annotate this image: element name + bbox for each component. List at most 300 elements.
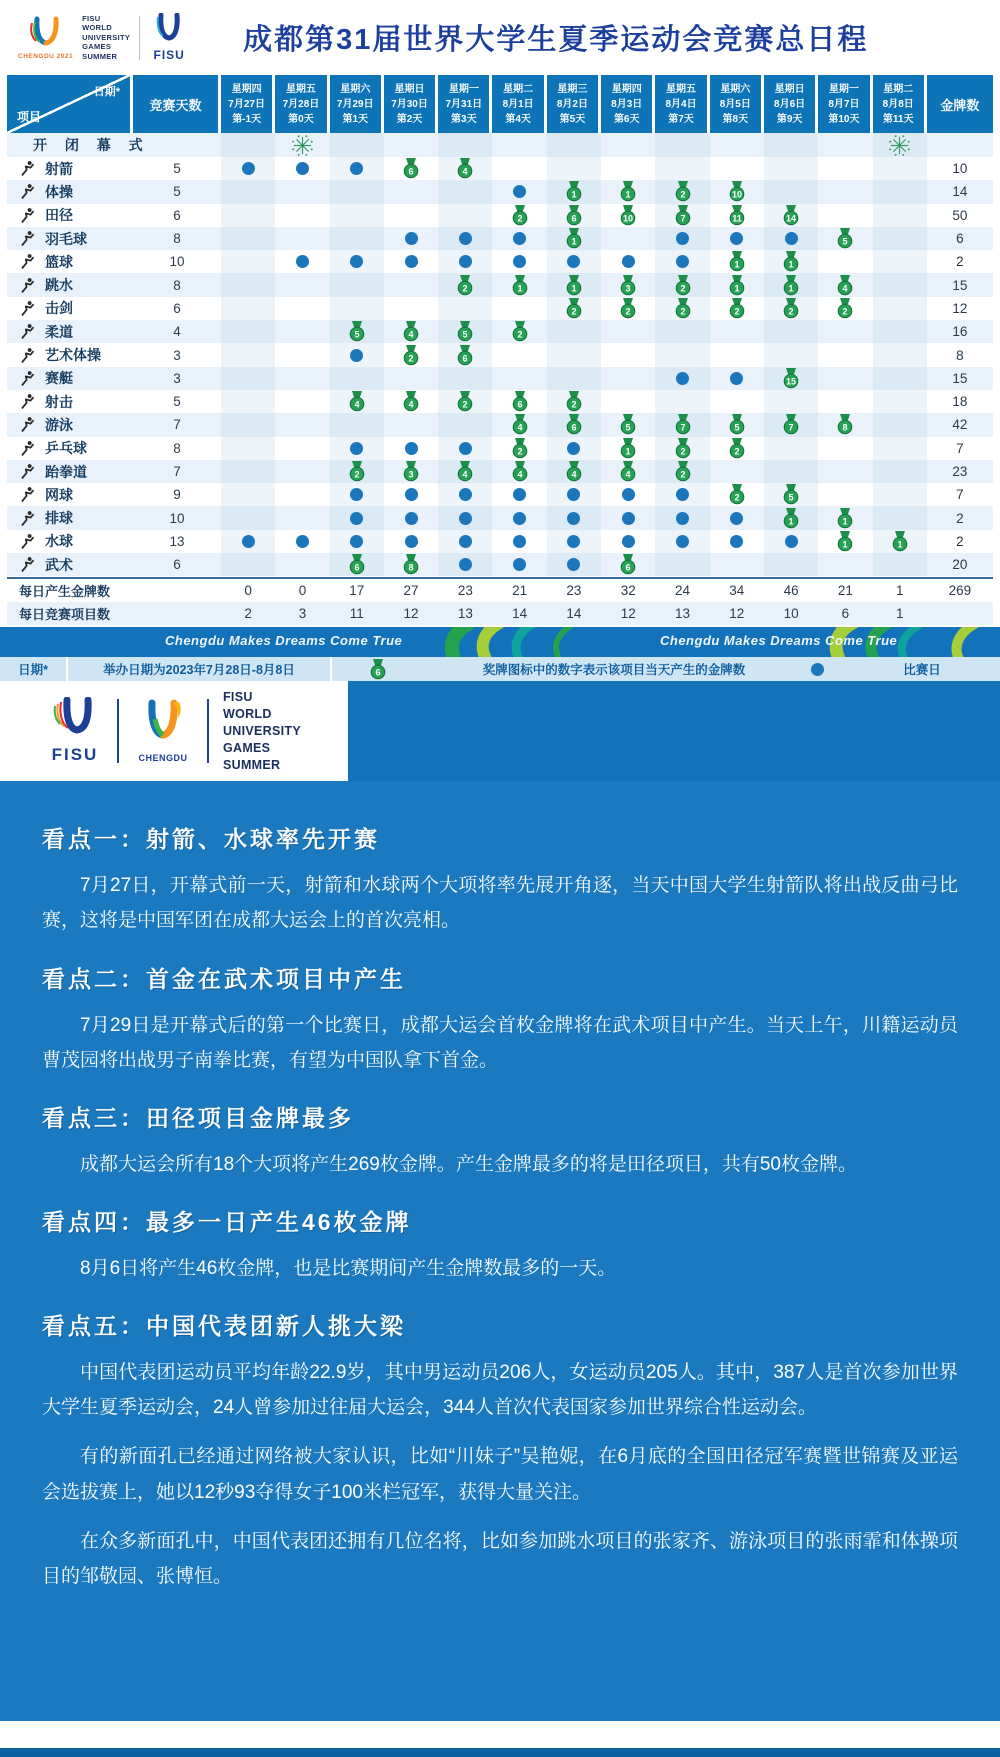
footer-fisu-text-block [223,689,301,773]
schedule-cell [221,506,275,529]
sport-label-basketball [7,250,133,273]
schedule-cell [330,297,384,320]
gold-medal-icon [566,298,582,319]
schedule-cell [601,250,655,273]
sport-label-swimming [7,413,133,436]
competition-days-cell: 9 [173,487,181,503]
svg-text:5: 5 [788,492,794,503]
schedule-cell [492,553,546,576]
gold-medal-icon [783,275,799,296]
sport-label-diving [7,273,133,296]
gold-total-cell: 2 [956,254,964,270]
gold-medal-icon [675,275,691,296]
schedule-cell [547,297,601,320]
svg-text:2: 2 [517,213,523,224]
schedule-cell [818,343,872,366]
date-label: 7月28日 [282,98,320,110]
schedule-cell [710,157,764,180]
schedule-cell [221,460,275,483]
gold-total-cell: 14 [952,184,968,200]
schedule-cell [492,133,546,157]
schedule-cell [330,227,384,250]
schedule-cell [275,367,329,390]
svg-text:6: 6 [571,213,577,224]
footer-logo-strip [0,681,1000,781]
sport-name: 水球 [45,533,73,550]
schedule-cell [221,180,275,203]
schedule-cell [384,133,438,157]
schedule-cell [818,506,872,529]
match-day-dot [785,232,798,245]
gold-medal-icon [675,414,691,435]
summary-value-cell: 14 [566,606,582,622]
fisu-logo [149,13,189,62]
match-day-dot [513,558,526,571]
svg-text:2: 2 [788,306,794,317]
schedule-cell [221,133,275,157]
competition-days-cell: 13 [169,533,185,549]
gold-total-cell: 2 [956,510,964,526]
schedule-cell [330,506,384,529]
bottom-strip [0,1748,1000,1757]
summary-value-cell: 11 [349,606,364,622]
gold-total-cell: 2 [956,533,964,549]
schedule-cell [601,343,655,366]
gold-medal-icon [837,275,853,296]
schedule-cell [221,413,275,436]
top-header [0,0,1000,75]
date-label: 8月8日 [882,98,914,110]
match-day-dot [350,442,363,455]
gold-medal-icon [729,275,745,296]
sport-name: 跆拳道 [45,463,87,480]
gold-medal-icon [457,275,473,296]
schedule-cell [655,320,709,343]
sport-name: 网球 [45,486,73,503]
match-day-dot [676,372,689,385]
schedule-cell [655,483,709,506]
date-label: 7月30日 [391,98,428,110]
schedule-cell [384,227,438,250]
weekday-label: 星期二 [883,83,914,95]
schedule-cell [764,180,818,203]
schedule-cell [330,390,384,413]
match-day-dot [567,535,580,548]
schedule-cell [764,133,818,157]
weekday-label: 星期六 [720,83,751,95]
schedule-cell [655,227,709,250]
schedule-cell [547,460,601,483]
sport-row [7,250,993,273]
day-number-label: 第3天 [451,113,477,125]
summary-value-cell: 2 [244,606,252,622]
schedule-cell [221,250,275,273]
schedule-cell [764,250,818,273]
summary-row [7,579,993,602]
match-day-dot [350,349,363,362]
date-header-cell [492,75,546,133]
schedule-cell [492,250,546,273]
day-number-label: 第0天 [288,113,314,125]
section-paragraph: 在众多新面孔中，中国代表团还拥有几位名将，比如参加跳水项目的张家齐、游泳项目的张雨霏和体操项目的邹敬园、张博恒。 [42,1530,958,1587]
weekday-label: 星期六 [340,83,371,95]
schedule-cell [221,367,275,390]
gold-medal-icon [675,438,691,459]
match-day-dot [459,558,472,571]
competition-days-cell: 10 [169,510,185,526]
svg-text:5: 5 [734,422,740,433]
schedule-cell [601,133,655,157]
gold-medal-icon [837,298,853,319]
schedule-cell [438,157,492,180]
schedule-cell [547,204,601,227]
schedule-cell [547,483,601,506]
svg-text:2: 2 [842,306,848,317]
schedule-cell [764,273,818,296]
gold-medal-icon [403,554,419,575]
match-day-dot [730,372,743,385]
schedule-cell [547,367,601,390]
sport-row [7,437,993,460]
schedule-cell [764,460,818,483]
schedule-cell [710,320,764,343]
sport-label-judo [7,320,133,343]
match-day-dot [785,535,798,548]
schedule-cell [384,180,438,203]
schedule-cell [873,320,927,343]
schedule-cell [873,157,927,180]
sport-row [7,553,993,576]
schedule-cell [655,204,709,227]
fisu-text-block [82,14,130,61]
fisu-block-line: SUMMER [82,51,118,61]
schedule-cell [601,204,655,227]
schedule-cell [601,483,655,506]
sport-row [7,204,993,227]
schedule-cell [275,343,329,366]
svg-text:2: 2 [734,306,740,317]
gold-total-cell: 23 [952,464,968,479]
gold-medal-icon [457,345,473,366]
schedule-cell [873,413,927,436]
schedule-cell [275,320,329,343]
date-label: 8月4日 [665,98,697,110]
svg-text:4: 4 [571,469,577,480]
svg-text:1: 1 [897,539,903,550]
wave-banner [0,627,1000,657]
schedule-cell [601,506,655,529]
date-header-cell [655,75,709,133]
svg-text:1: 1 [625,189,631,200]
schedule-cell [655,530,709,553]
match-day-dot [242,535,255,548]
logo-divider [139,16,140,60]
gold-medal-icon [783,205,799,226]
schedule-cell [330,553,384,576]
ceremony-label: 开 闭 幕 式 [33,137,150,153]
sport-label-gymnastics [7,180,133,203]
date-header-cell [764,75,818,133]
schedule-cell [438,180,492,203]
gold-total-cell: 6 [956,231,964,247]
summary-total-cell: 269 [948,583,972,599]
summary-value-cell: 32 [620,583,636,599]
diving-icon [19,277,36,294]
svg-text:4: 4 [462,166,468,177]
schedule-cell [818,530,872,553]
schedule-cell [764,530,818,553]
schedule-cell [818,553,872,576]
svg-text:2: 2 [680,189,686,200]
schedule-cell [601,227,655,250]
legend-match-day-note: 比赛日 [903,663,941,678]
schedule-cell [710,273,764,296]
competition-days-cell: 4 [173,324,181,340]
weekday-label: 星期四 [611,83,642,95]
schedule-cell [492,506,546,529]
date-header-cell [818,75,872,133]
schedule-cell [221,483,275,506]
schedule-cell [384,413,438,436]
schedule-cell [818,390,872,413]
gold-medal-icon [457,321,473,342]
gold-medal-icon [512,438,528,459]
water-polo-icon [19,533,36,550]
summary-value-cell: 12 [403,606,419,622]
table-header-row [7,75,993,133]
gold-medal-icon [512,275,528,296]
slogan-left: Chengdu Makes Dreams Come True [165,633,403,649]
sport-name: 击剑 [45,300,73,317]
gold-medal-icon [566,228,582,249]
svg-text:5: 5 [462,329,468,340]
ceremony-row [7,133,993,157]
match-day-dot [622,512,635,525]
match-day-dot [350,162,363,175]
schedule-cell [275,157,329,180]
date-header-cell [438,75,492,133]
match-day-dot [459,442,472,455]
gold-medal-icon [512,205,528,226]
sport-label-rowing [7,367,133,390]
gold-medal-icon [620,414,636,435]
schedule-cell [547,250,601,273]
sport-label-badminton [7,227,133,250]
schedule-cell [438,250,492,273]
date-label: 7月29日 [336,98,374,110]
schedule-cell [710,530,764,553]
svg-text:1: 1 [571,282,577,293]
schedule-cell [492,180,546,203]
sport-label-taekwondo [7,460,133,483]
match-day-dot [676,488,689,501]
svg-text:2: 2 [734,492,740,503]
date-label: 7月27日 [228,98,265,110]
svg-text:2: 2 [354,469,360,480]
schedule-cell [547,553,601,576]
gold-medal-icon [512,414,528,435]
svg-text:3: 3 [625,282,631,293]
slogan-right: Chengdu Makes Dreams Come True [660,633,898,649]
summary-value-cell: 12 [729,606,745,622]
schedule-cell [330,320,384,343]
match-day-dot [567,488,580,501]
section-paragraph: 有的新面孔已经通过网络被大家认识，比如“川妹子”吴艳妮，在6月底的全国田径冠军赛暨世锦赛及亚运会选拔赛上，她以12秒93夺得女子100米栏冠军，获得大量关注。 [42,1446,958,1503]
schedule-cell [764,506,818,529]
summary-value-cell: 13 [675,606,691,622]
match-day-dot [405,488,418,501]
competition-days-cell: 3 [173,347,181,363]
fisu-u-icon [149,13,189,47]
schedule-cell [818,157,872,180]
match-day-dot [405,535,418,548]
schedule-cell [547,530,601,553]
svg-text:1: 1 [625,446,631,457]
gold-medal-icon [349,321,365,342]
schedule-cell [710,250,764,273]
date-label: 8月7日 [828,98,860,110]
schedule-cell [655,553,709,576]
schedule-cell [492,297,546,320]
svg-text:8: 8 [408,562,414,573]
schedule-cell [655,413,709,436]
svg-text:6: 6 [625,562,631,573]
legend-row [0,657,1000,681]
svg-text:6: 6 [462,352,468,363]
legend-medal-note: 奖牌图标中的数字表示该项目当天产生的金牌数 [482,663,746,678]
schedule-cell [330,273,384,296]
day-number-label: 第5天 [559,113,586,125]
sport-row [7,297,993,320]
weekday-label: 星期日 [394,83,425,95]
schedule-cell [384,390,438,413]
sport-label-shooting [7,390,133,413]
schedule-cell [330,343,384,366]
summary-value-cell: 27 [403,583,419,599]
match-day-dot [296,535,309,548]
schedule-cell [547,157,601,180]
competition-days-cell: 10 [169,254,185,270]
schedule-cell [221,273,275,296]
schedule-cell [764,367,818,390]
schedule-cell [655,297,709,320]
schedule-cell [492,390,546,413]
match-day-dot [567,558,580,571]
match-day-dot [730,535,743,548]
summary-value-cell: 24 [675,583,691,599]
svg-text:1: 1 [842,539,848,550]
schedule-cell [710,437,764,460]
schedule-cell [873,506,927,529]
sport-label-water-polo [7,530,133,553]
day-number-label: 第8天 [722,113,749,125]
schedule-cell [384,157,438,180]
schedule-cell [438,530,492,553]
schedule-cell [384,553,438,576]
schedule-cell [601,157,655,180]
svg-text:10: 10 [623,213,634,224]
footer-fisu-logo [47,697,103,765]
schedule-cell [438,437,492,460]
schedule-cell [710,390,764,413]
fisu-block-line: GAMES [82,42,112,52]
schedule-cell [275,390,329,413]
gold-medal-icon [675,181,691,202]
schedule-cell [601,413,655,436]
gold-medal-icon [783,508,799,529]
schedule-cell [275,204,329,227]
match-day-dot [459,512,472,525]
gold-total-cell: 10 [952,161,968,177]
gold-medal-icon [566,181,582,202]
schedule-cell [275,437,329,460]
gold-medal-icon [729,298,745,319]
match-day-dot [567,255,580,268]
summary-value-cell: 14 [512,606,528,622]
schedule-cell [438,413,492,436]
sport-row [7,367,993,390]
match-day-dot [513,488,526,501]
schedule-cell [818,180,872,203]
sport-label-tennis [7,483,133,506]
svg-text:7: 7 [788,422,794,433]
match-day-dot [513,255,526,268]
gold-total-cell: 20 [952,557,968,573]
schedule-cell [601,437,655,460]
gold-medal-icon [675,298,691,319]
gold-medal-icon [349,554,365,575]
gold-medal-icon [620,181,636,202]
schedule-cell [330,483,384,506]
svg-text:1: 1 [571,189,577,200]
svg-text:2: 2 [462,399,468,410]
match-day-dot [567,442,580,455]
schedule-cell [330,180,384,203]
schedule-cell [221,297,275,320]
match-day-dot [350,535,363,548]
match-day-dot [459,255,472,268]
schedule-cell [818,227,872,250]
legend-date-label: 日期* [0,657,68,681]
svg-text:2: 2 [408,352,414,363]
sport-row [7,460,993,483]
summary-value-cell: 3 [298,606,307,622]
match-day-dot [405,442,418,455]
rhythmic-gymnastics-icon [19,347,36,364]
sport-row [7,390,993,413]
match-day-dot [513,512,526,525]
corner-date-label: 日期* [93,86,120,98]
schedule-cell [438,273,492,296]
gold-medal-icon [620,298,636,319]
competition-days-cell: 6 [173,557,181,573]
gold-medal-icon [837,414,853,435]
svg-text:2: 2 [680,469,686,480]
gold-total-cell: 18 [952,394,968,410]
svg-text:6: 6 [517,399,523,410]
schedule-cell [275,250,329,273]
day-number-label: 第11天 [882,113,914,125]
sport-name: 艺术体操 [45,347,101,364]
schedule-cell [873,530,927,553]
athletics-icon [19,207,36,224]
gold-medal-icon [349,461,365,482]
match-day-dot [296,255,309,268]
legend-dot-icon [772,657,862,681]
schedule-cell [330,367,384,390]
svg-text:1: 1 [734,282,740,293]
svg-text:4: 4 [517,469,523,480]
